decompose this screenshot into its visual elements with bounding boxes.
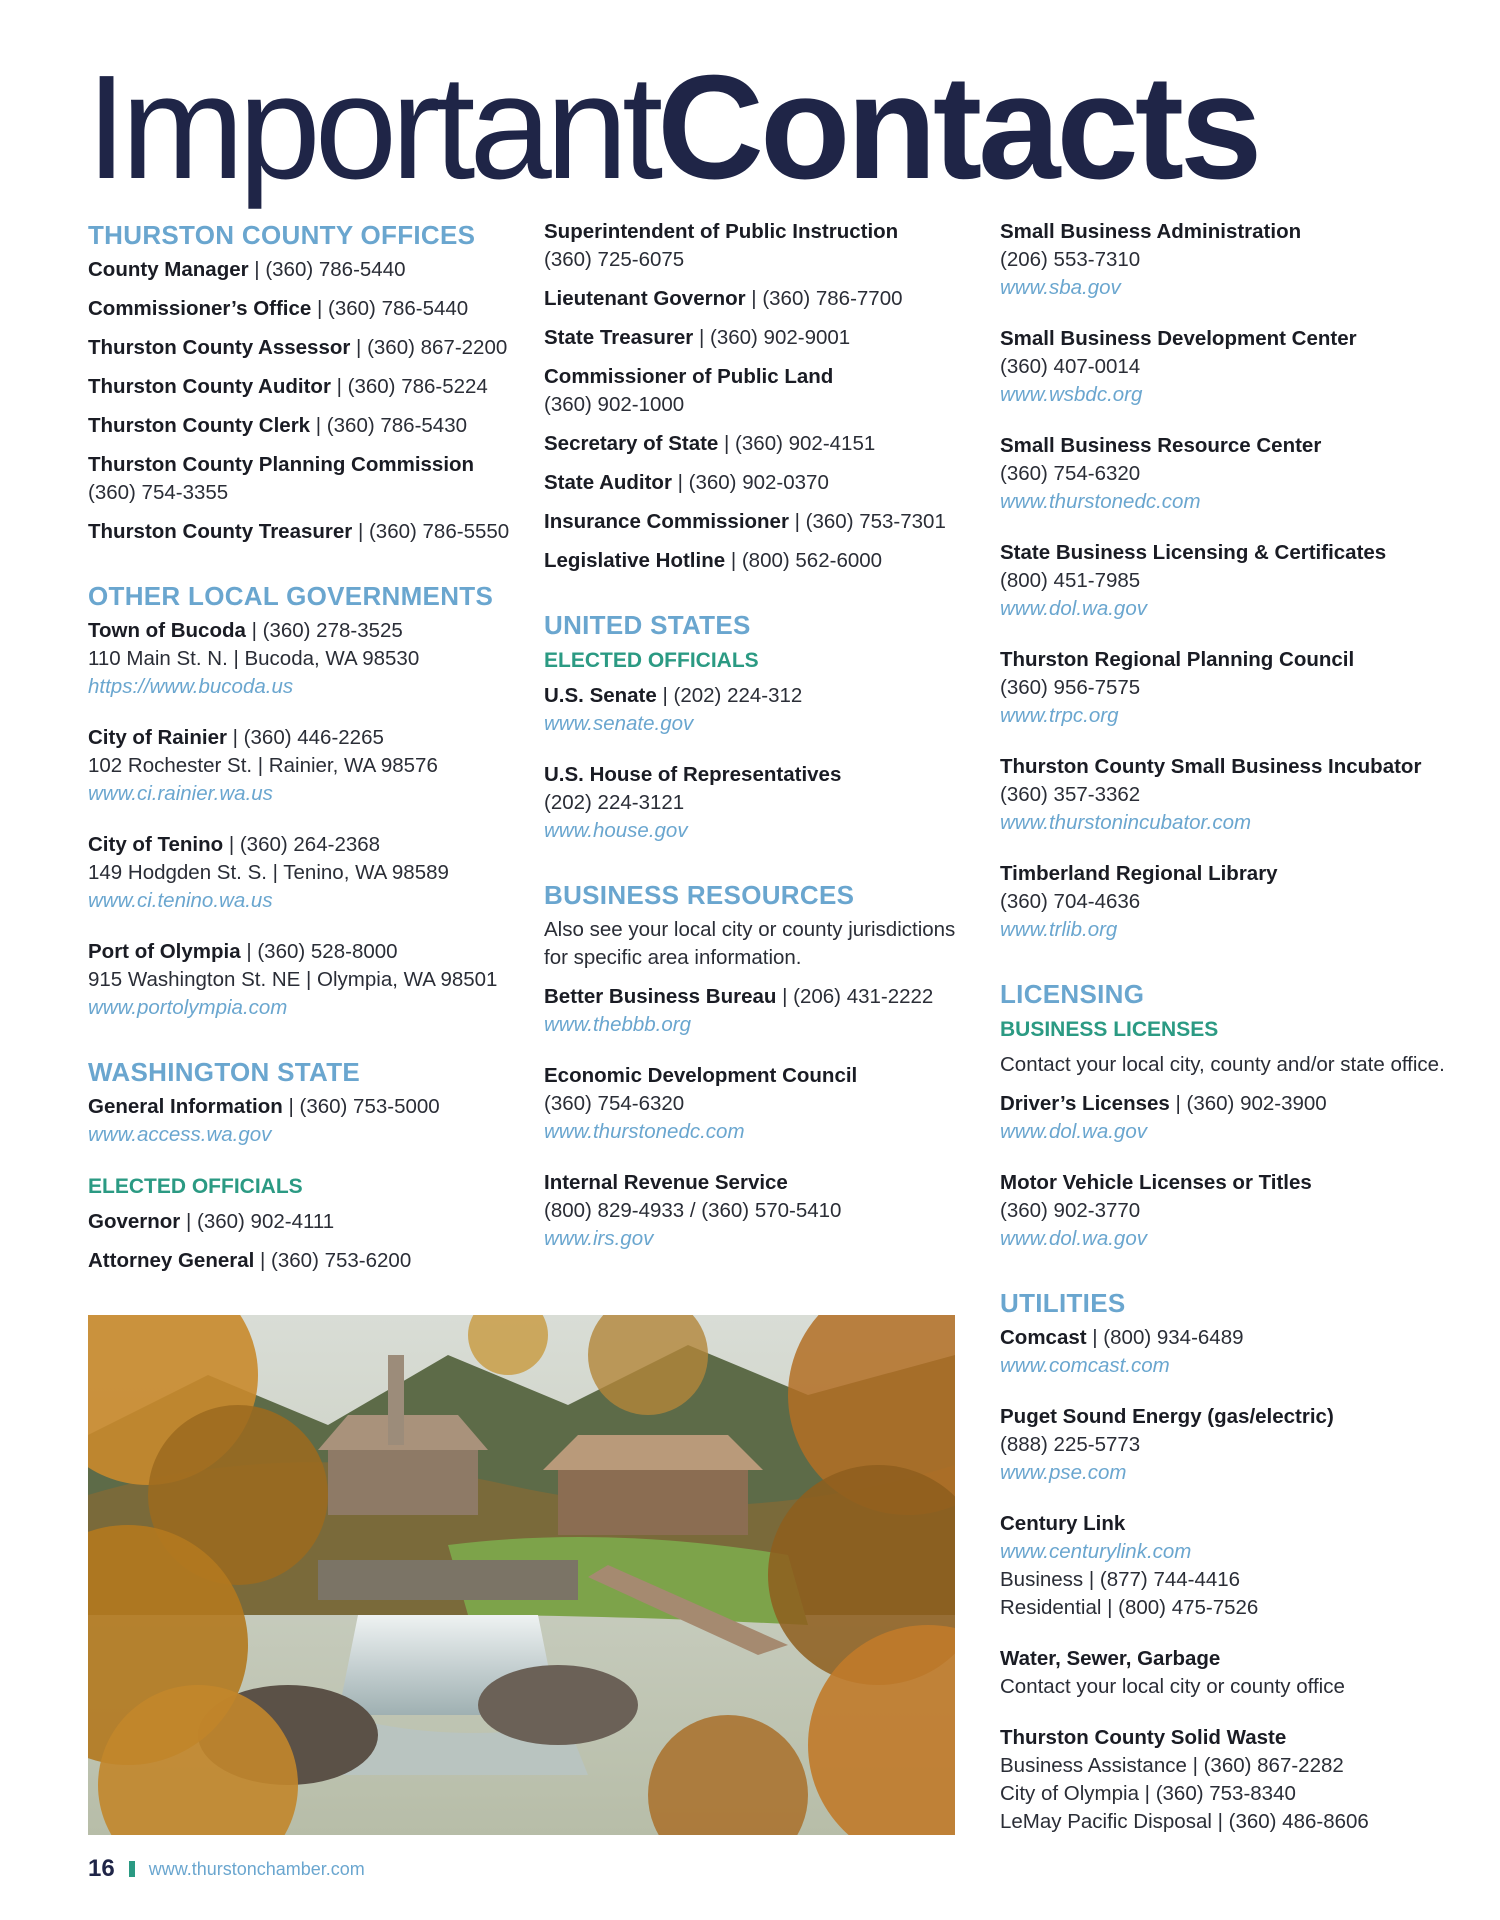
- contact-entry: Small Business Resource Center (360) 754-6320 www.thurstonedc.com: [1000, 432, 1470, 516]
- contact-entry: Port of Olympia | (360) 528-8000 915 Washington St. NE | Olympia, WA 98501 www.portolympia.com: [88, 938, 518, 1022]
- web-link[interactable]: www.ci.tenino.wa.us: [88, 889, 273, 912]
- section-head-county: THURSTON COUNTY OFFICES: [88, 220, 476, 250]
- section-head-local: OTHER LOCAL GOVERNMENTS: [88, 581, 494, 611]
- sub-head-business-licenses: BUSINESS LICENSES: [1000, 1018, 1219, 1041]
- contact-entry: Thurston Regional Planning Council (360) 956-7575 www.trpc.org: [1000, 646, 1470, 730]
- contact-entry: Small Business Administration (206) 553-7310 www.sba.gov: [1000, 218, 1470, 302]
- web-link[interactable]: www.trpc.org: [1000, 704, 1119, 727]
- sub-head-elected: ELECTED OFFICIALS: [544, 649, 759, 672]
- web-link[interactable]: www.centurylink.com: [1000, 1540, 1192, 1563]
- contact-entry: Insurance Commissioner | (360) 753-7301: [544, 510, 946, 533]
- title-bold: Contacts: [657, 45, 1259, 210]
- contact-entry: State Auditor | (360) 902-0370: [544, 471, 829, 494]
- contact-entry: Governor | (360) 902-4111: [88, 1210, 335, 1233]
- contact-entry: Lieutenant Governor | (360) 786-7700: [544, 287, 903, 310]
- contact-entry: Puget Sound Energy (gas/electric) (888) 225-5773 www.pse.com: [1000, 1403, 1470, 1487]
- contact-entry: Legislative Hotline | (800) 562-6000: [544, 549, 883, 572]
- web-link[interactable]: www.comcast.com: [1000, 1354, 1170, 1377]
- section-head-washington: WASHINGTON STATE: [88, 1057, 361, 1087]
- column-1: [88, 218, 518, 1286]
- contact-entry: Attorney General | (360) 753-6200: [88, 1249, 412, 1272]
- contact-entry: U.S. Senate | (202) 224-312 www.senate.gov: [544, 682, 974, 738]
- contact-entry: Economic Development Council (360) 754-6320 www.thurstonedc.com: [544, 1062, 974, 1146]
- business-intro: Also see your local city or county jurisdictions for specific area information.: [544, 918, 956, 969]
- contact-entry: Town of Bucoda | (360) 278-3525 110 Main St. N. | Bucoda, WA 98530 https://www.bucoda.us: [88, 617, 518, 701]
- contact-entry: Superintendent of Public Instruction (360) 725-6075: [544, 220, 899, 271]
- autumn-park-photo: [88, 1315, 955, 1835]
- contact-entry: Thurston County Clerk | (360) 786-5430: [88, 414, 467, 437]
- web-link[interactable]: www.ci.rainier.wa.us: [88, 782, 273, 805]
- web-link[interactable]: https://www.bucoda.us: [88, 675, 294, 698]
- web-link[interactable]: www.sba.gov: [1000, 276, 1121, 299]
- title-light: Important: [86, 45, 658, 210]
- web-link[interactable]: www.wsbdc.org: [1000, 383, 1143, 406]
- web-link[interactable]: www.thurstonedc.com: [1000, 490, 1201, 513]
- contact-entry: Driver’s Licenses | (360) 902-3900 www.dol.wa.gov: [1000, 1090, 1470, 1146]
- web-link[interactable]: www.thebbb.org: [544, 1013, 692, 1036]
- web-link[interactable]: www.trlib.org: [1000, 918, 1118, 941]
- contact-entry: Thurston County Auditor | (360) 786-5224: [88, 375, 488, 398]
- contact-entry: Thurston County Treasurer | (360) 786-5550: [88, 520, 510, 543]
- section-head-licensing: LICENSING: [1000, 979, 1145, 1009]
- column-3: [1000, 218, 1470, 1847]
- contact-entry: Timberland Regional Library (360) 704-4636 www.trlib.org: [1000, 860, 1470, 944]
- web-link[interactable]: www.irs.gov: [544, 1227, 654, 1250]
- contact-entry: Commissioner’s Office | (360) 786-5440: [88, 297, 469, 320]
- contact-entry: Thurston County Small Business Incubator (360) 357-3362 www.thurstonincubator.com: [1000, 753, 1470, 837]
- contact-entry: County Manager | (360) 786-5440: [88, 258, 406, 281]
- contact-entry: Secretary of State | (360) 902-4151: [544, 432, 876, 455]
- contact-entry: City of Rainier | (360) 446-2265 102 Rochester St. | Rainier, WA 98576 www.ci.rainier.wa.us: [88, 724, 518, 808]
- contact-entry: Thurston County Assessor | (360) 867-2200: [88, 336, 508, 359]
- section-head-business: BUSINESS RESOURCES: [544, 880, 855, 910]
- contact-entry: Century Link www.centurylink.com Business | (877) 744-4416 Residential | (800) 475-7526: [1000, 1510, 1470, 1622]
- page-title: [86, 45, 1259, 210]
- contact-entry: Water, Sewer, Garbage Contact your local city or county office: [1000, 1647, 1345, 1698]
- web-link[interactable]: www.portolympia.com: [88, 996, 288, 1019]
- contact-entry: State Treasurer | (360) 902-9001: [544, 326, 851, 349]
- sub-head-elected: ELECTED OFFICIALS: [88, 1175, 303, 1198]
- web-link[interactable]: www.dol.wa.gov: [1000, 1227, 1147, 1250]
- section-head-us: UNITED STATES: [544, 610, 751, 640]
- section-head-utilities: UTILITIES: [1000, 1288, 1126, 1318]
- contact-entry: Thurston County Planning Commission (360) 754-3355: [88, 453, 475, 504]
- contact-entry: Better Business Bureau | (206) 431-2222 www.thebbb.org: [544, 983, 974, 1039]
- web-link[interactable]: www.thurstonedc.com: [544, 1120, 745, 1143]
- web-link[interactable]: www.senate.gov: [544, 712, 694, 735]
- contact-entry: Thurston County Solid Waste Business Assistance | (360) 867-2282 City of Olympia | (360) 753-8340 LeMay Pacific Disposal | (360) 486-8606: [1000, 1726, 1369, 1833]
- contact-entry: City of Tenino | (360) 264-2368 149 Hodgden St. S. | Tenino, WA 98589 www.ci.tenino.wa.us: [88, 831, 518, 915]
- contact-entry: Internal Revenue Service (800) 829-4933 / (360) 570-5410 www.irs.gov: [544, 1169, 974, 1253]
- contact-entry: Commissioner of Public Land (360) 902-1000: [544, 365, 834, 416]
- contact-entry: Comcast | (800) 934-6489 www.comcast.com: [1000, 1324, 1470, 1380]
- contact-entry: U.S. House of Representatives (202) 224-3121 www.house.gov: [544, 761, 974, 845]
- page-footer: [88, 1854, 365, 1884]
- footer-divider: [129, 1861, 135, 1877]
- licensing-intro: Contact your local city, county and/or state office.: [1000, 1053, 1445, 1076]
- web-link[interactable]: www.dol.wa.gov: [1000, 597, 1147, 620]
- web-link[interactable]: www.dol.wa.gov: [1000, 1120, 1147, 1143]
- contact-entry: General Information | (360) 753-5000 www.access.wa.gov: [88, 1093, 518, 1149]
- web-link[interactable]: www.house.gov: [544, 819, 688, 842]
- web-link[interactable]: www.access.wa.gov: [88, 1123, 272, 1146]
- contact-entry: Motor Vehicle Licenses or Titles (360) 902-3770 www.dol.wa.gov: [1000, 1169, 1470, 1253]
- web-link[interactable]: www.pse.com: [1000, 1461, 1127, 1484]
- contact-entry: Small Business Development Center (360) 407-0014 www.wsbdc.org: [1000, 325, 1470, 409]
- column-2: [544, 218, 974, 1264]
- footer-url[interactable]: www.thurstonchamber.com: [148, 1858, 365, 1879]
- web-link[interactable]: www.thurstonincubator.com: [1000, 811, 1252, 834]
- page-number: 16: [88, 1855, 115, 1882]
- contact-entry: State Business Licensing & Certificates (800) 451-7985 www.dol.wa.gov: [1000, 539, 1470, 623]
